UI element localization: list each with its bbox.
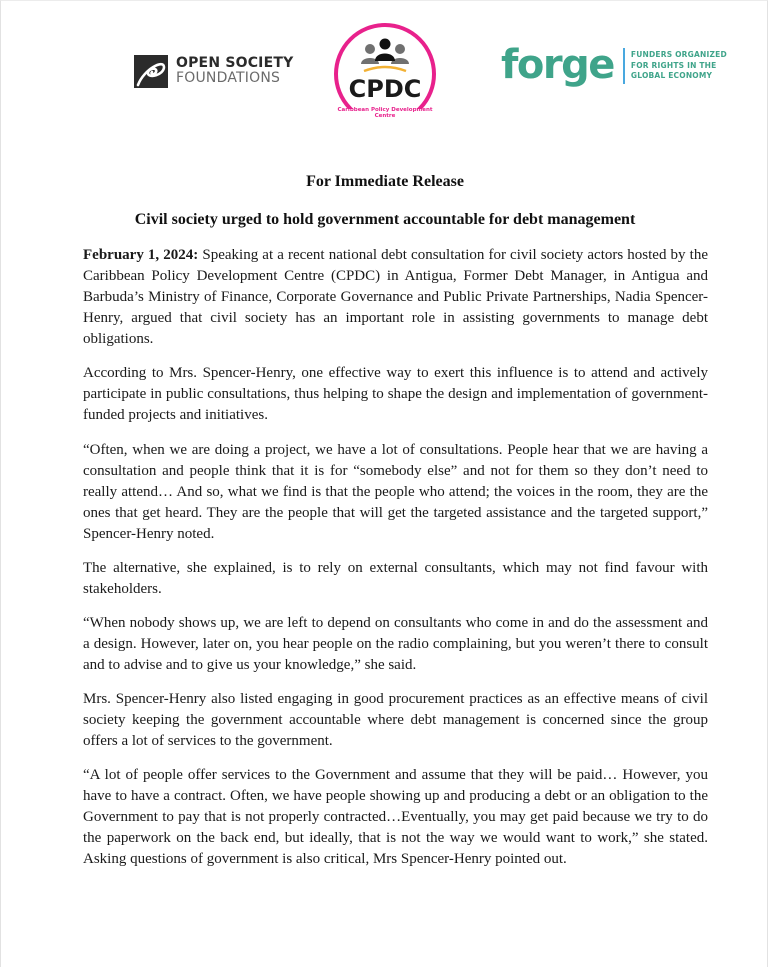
article-body [83, 245, 708, 883]
forge-wordmark: forge [501, 42, 614, 88]
forge-tagline-line: FOR RIGHTS IN THE [630, 60, 717, 70]
forge-divider [623, 48, 625, 84]
paragraph: Mrs. Spencer-Henry also listed engaging in good procurement practices as an effective means of civil society keeping the government accountable where debt management is concerned since the group offers a lot of services to the government. [83, 691, 708, 749]
headline: Civil society urged to hold government accountable for debt management [134, 211, 636, 228]
forge-tagline [631, 50, 727, 82]
paragraph: “When nobody shows up, we are left to depend on consultants who come in and do the assessment and a design. However, later on, you hear people on the radio complaining, but you weren’t there to consult and to advise and to give us your knowledge,” she said. [83, 615, 708, 673]
cpdc-logo [332, 23, 438, 117]
cpdc-title: CPDC [348, 75, 422, 103]
forge-logo [501, 42, 727, 95]
release-label: For Immediate Release [306, 173, 464, 190]
paragraph-text: Speaking at a recent national debt consultation for civil society actors hosted by the Caribbean Policy Development Centre (CPDC) in Antigua, Former Debt Manager, in Antigua and Barbuda’s Ministry of Finance, Corporate Governance and Public Private Partnerships, Nadia Spencer-Henry, argued that civil society has an important role in assisting governments to manage debt obligations. [83, 247, 708, 347]
paragraph: “Often, when we are doing a project, we have a lot of consultations. People hear that we are having a consultation and people think that it is for “somebody else” and not for them so they don’t need to really attend… And so, what we find is that the people who attend; the voices in the room, they are the ones that get heard. They are the people that will get the targeted assistance and the targeted support,” Spencer-Henry noted. [83, 442, 708, 542]
forge-tagline-line: FUNDERS ORGANIZED [630, 50, 727, 60]
cpdc-subtitle: Caribbean Policy Development Centre [337, 107, 433, 119]
paragraph: According to Mrs. Spencer-Henry, one effective way to exert this influence is to attend and actively participate in public consultations, thus helping to shape the design and implementation of government-funded projects and initiatives. [83, 365, 708, 423]
three-people-icon [358, 37, 412, 77]
osf-name-line1: OPEN SOCIETY [176, 55, 294, 71]
osf-swirl-icon [134, 55, 168, 88]
forge-tagline-line: GLOBAL ECONOMY [630, 71, 713, 81]
open-society-foundations-logo [134, 54, 293, 88]
paragraph: “A lot of people offer services to the Government and assume that they will be paid… However, you have to have a contract. Often, we have people showing up and producing a debt or an obligation to the Government to pay that is not properly contracted…Eventually, you may get paid because we try to do the paperwork on the back end, but ideally, that is not the way we would want to work,” she stated. Asking questions of government is also critical, Mrs Spencer-Henry pointed out. [83, 767, 708, 867]
paragraph [83, 245, 708, 350]
paragraph: The alternative, she explained, is to rely on external consultants, which may not find favour with stakeholders. [83, 560, 708, 597]
dateline: February 1, 2024: [83, 247, 199, 263]
osf-name-line2: FOUNDATIONS [176, 70, 281, 86]
